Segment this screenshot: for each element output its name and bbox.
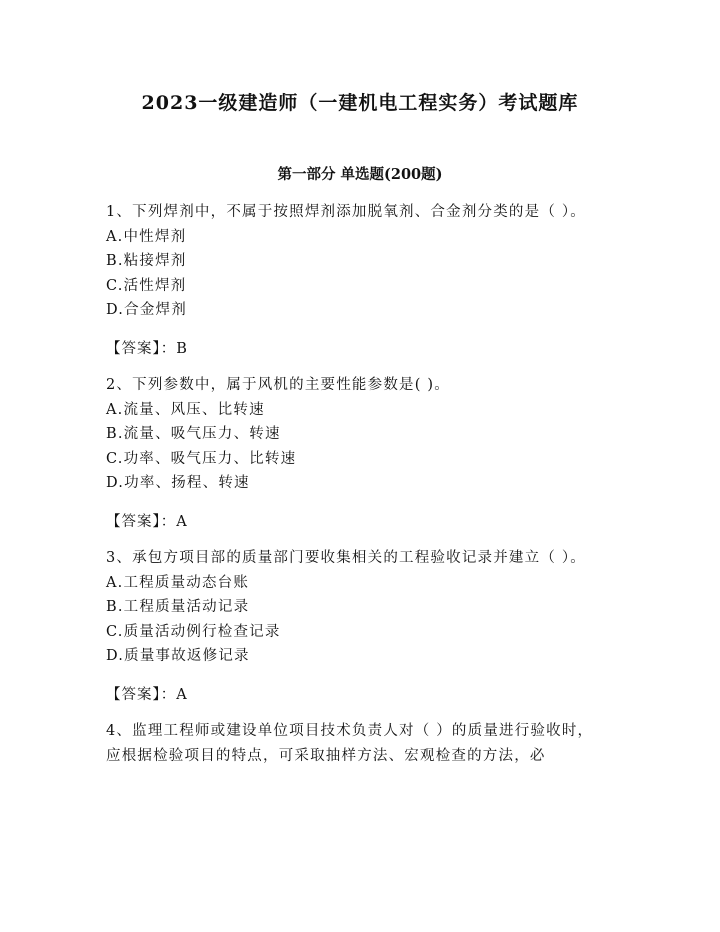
question-1 [106, 200, 606, 361]
question-4 [106, 719, 606, 768]
option-d: D.合金焊剂 [106, 302, 187, 318]
question-text: 4、监理工程师或建设单位项目技术负责人对（ ）的质量进行验收时，应根据检验项目的特点，可采取抽样方法、宏观检查的方法，必 [106, 723, 594, 764]
answer-label: 【答案】：A [106, 686, 188, 703]
question-text: 3、承包方项目部的质量部门要收集相关的工程验收记录并建立（ ）。 [106, 550, 586, 566]
question-list [106, 200, 606, 768]
option-b: B.流量、吸气压力、转速 [106, 426, 281, 442]
option-d: D.功率、扬程、转速 [106, 475, 250, 491]
question-text: 1、下列焊剂中，不属于按照焊剂添加脱氧剂、合金剂分类的是（ ）。 [106, 204, 586, 220]
option-b: B.工程质量活动记录 [106, 599, 250, 615]
option-c: C.活性焊剂 [106, 277, 187, 294]
option-a: A.中性焊剂 [106, 228, 187, 245]
option-a: A.流量、风压、比转速 [106, 401, 265, 418]
option-b: B.粘接焊剂 [106, 253, 187, 269]
answer-label: 【答案】：B [106, 340, 188, 357]
section-title: 第一部分 单选题(200题) [277, 166, 443, 183]
option-c: C.功率、吸气压力、比转速 [106, 450, 297, 467]
question-text: 2、下列参数中，属于风机的主要性能参数是( )。 [106, 377, 450, 393]
option-c: C.质量活动例行检查记录 [106, 623, 281, 640]
question-2 [106, 373, 606, 534]
question-3 [106, 546, 606, 707]
option-a: A.工程质量动态台账 [106, 574, 250, 591]
document-title: 2023一级建造师（一建机电工程实务）考试题库 [141, 92, 579, 114]
option-d: D.质量事故返修记录 [106, 648, 250, 664]
answer-label: 【答案】：A [106, 513, 188, 530]
